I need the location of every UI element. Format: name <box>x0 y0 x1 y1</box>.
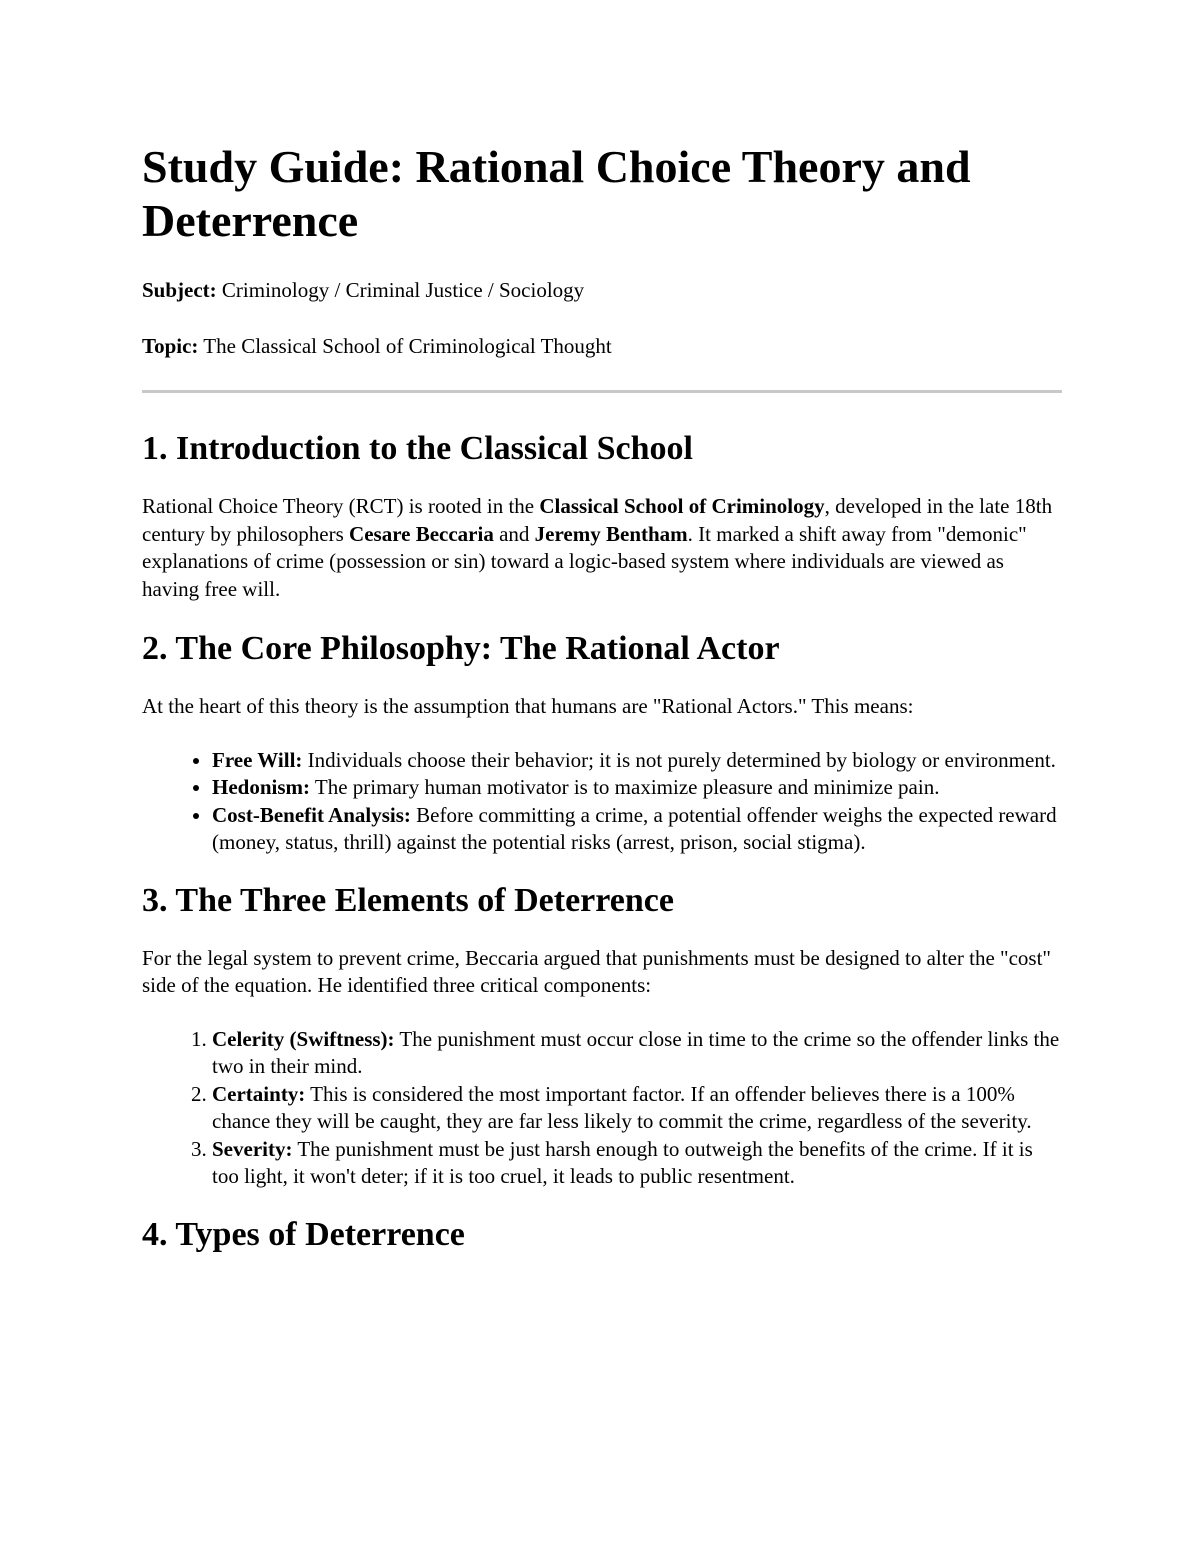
section-paragraph <box>142 493 1062 603</box>
text-run: . It marked a shift away from "demonic" explanations of crime (possession or sin) toward a logic-based system where individuals are viewed as having free will. <box>142 521 1027 601</box>
section-deterrence-elements <box>142 881 1062 1191</box>
topic-line <box>142 332 1062 360</box>
item-text: The punishment must be just harsh enough to outweigh the benefits of the crime. If it is too light, it won't deter; if it is too cruel, it leads to public resentment. <box>212 1136 1033 1188</box>
list-item <box>212 1026 1062 1081</box>
bold-term: Cesare Beccaria <box>349 521 494 546</box>
topic-value: The Classical School of Criminological Thought <box>198 334 612 358</box>
item-label: Severity: <box>212 1136 293 1161</box>
item-label: Hedonism: <box>212 775 311 799</box>
numbered-list <box>142 1026 1062 1191</box>
list-item <box>212 802 1062 857</box>
item-text: Before committing a crime, a potential offender weighs the expected reward (money, status, thrill) against the potential risks (arrest, prison, social stigma). <box>212 802 1057 854</box>
document-page <box>142 140 1062 1279</box>
section-introduction <box>142 429 1062 603</box>
section-core-philosophy <box>142 629 1062 857</box>
bold-term: Classical School of Criminology <box>539 494 825 518</box>
section-types-of-deterrence <box>142 1215 1062 1255</box>
bullet-list <box>142 747 1062 857</box>
list-item <box>212 1081 1062 1136</box>
subject-label: Subject: <box>142 278 217 302</box>
page-title: Study Guide: Rational Choice Theory and Deterrence <box>142 141 971 246</box>
section-heading: 2. The Core Philosophy: The Rational Actor <box>142 630 780 667</box>
bold-term: Jeremy Bentham <box>534 521 688 546</box>
item-label: Celerity (Swiftness): <box>212 1026 395 1051</box>
item-label: Free Will: <box>212 747 303 772</box>
item-label: Cost-Benefit Analysis: <box>212 802 411 827</box>
section-heading: 1. Introduction to the Classical School <box>142 430 693 467</box>
topic-label: Topic: <box>142 334 199 358</box>
section-intro: For the legal system to prevent crime, Beccaria argued that punishments must be designed to alter the "cost" side of the equation. He identified three critical components: <box>142 945 1052 997</box>
subject-line <box>142 276 1062 304</box>
section-intro: At the heart of this theory is the assumption that humans are "Rational Actors." This means: <box>142 694 914 718</box>
item-label: Certainty: <box>212 1081 306 1106</box>
item-text: The punishment must occur close in time to the crime so the offender links the two in their mind. <box>212 1026 1060 1078</box>
subject-value: Criminology / Criminal Justice / Sociology <box>216 278 585 302</box>
horizontal-divider <box>142 390 1062 393</box>
item-text: Individuals choose their behavior; it is not purely determined by biology or environment. <box>302 747 1056 772</box>
list-item <box>212 1136 1062 1191</box>
item-text: The primary human motivator is to maximize pleasure and minimize pain. <box>310 775 940 799</box>
section-heading: 4. Types of Deterrence <box>142 1215 465 1253</box>
item-text: This is considered the most important factor. If an offender believes there is a 100% chance they will be caught, they are far less likely to commit the crime, regardless of the severity. <box>212 1081 1032 1133</box>
list-item <box>212 774 1062 802</box>
section-heading: 3. The Three Elements of Deterrence <box>142 881 674 919</box>
text-run: and <box>493 521 535 546</box>
list-item <box>212 747 1062 775</box>
text-run: Rational Choice Theory (RCT) is rooted in the <box>142 494 540 518</box>
text-run: , developed in the late 18th century by philosophers <box>142 494 1053 546</box>
